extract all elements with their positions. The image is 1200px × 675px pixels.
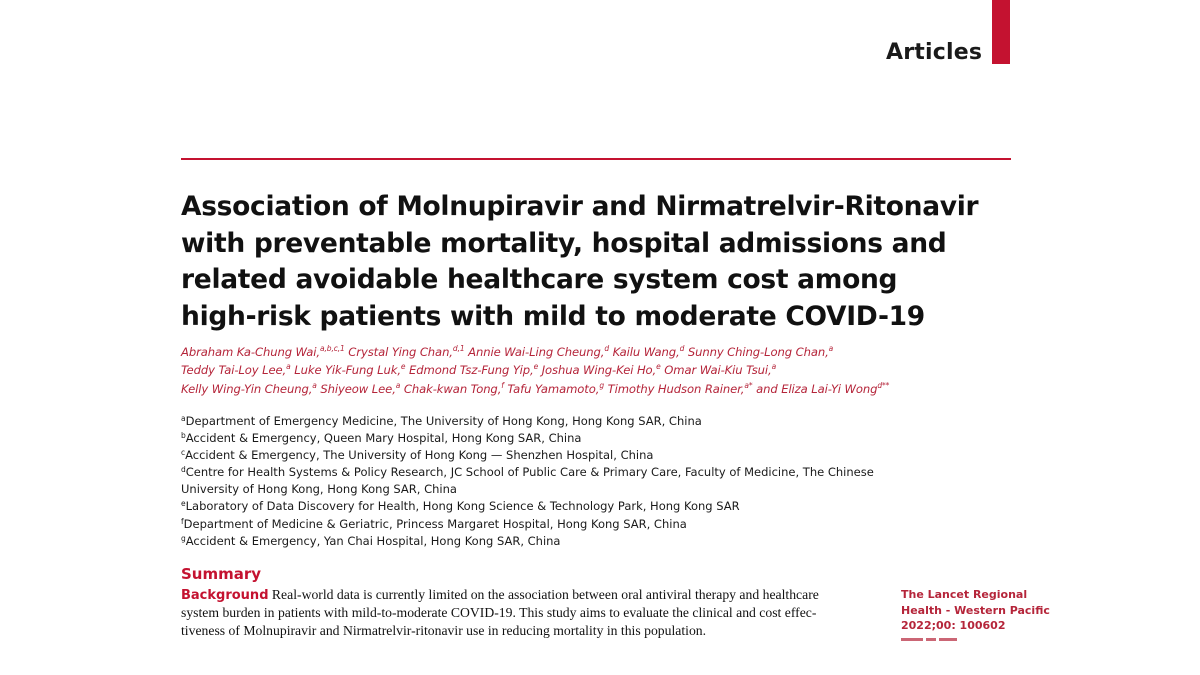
title-line: high-risk patients with mild to moderate COVID-19 [181,300,925,332]
affiliation-text: Department of Medicine & Geriatric, Princess Margaret Hospital, Hong Kong SAR, China [183,516,687,531]
affiliation-text: Accident & Emergency, Queen Mary Hospital, Hong Kong SAR, China [185,431,582,446]
author-affil-sup: d [604,344,609,353]
author-name[interactable]: Joshua Wing-Kei Ho, [538,363,657,378]
author-line [181,380,1011,398]
author-name[interactable]: Sunny Ching-Long Chan, [684,345,829,359]
article-title [181,189,981,335]
header-rule [181,158,1011,160]
author-name[interactable]: Kelly Wing-Yin Cheung, [181,381,313,396]
author-affil-sup: e [400,362,406,372]
affiliation-item [181,447,1011,464]
affiliation-text: Laboratory of Data Discovery for Health, Hong Kong Science & Technology Park, Hong Kong SAR [185,499,740,514]
author-name[interactable]: and Eliza Lai-Yi Wong [752,381,878,396]
abstract-text: Real-world data is currently limited on the association between oral antiviral therapy and healthcare [268,587,819,602]
journal-name-line: Health - Western Pacific [901,603,1050,617]
author-affil-sup: a [312,380,317,390]
author-name[interactable]: Abraham Ka-Chung Wai, [181,345,320,359]
affiliation-sup: a [181,414,186,423]
author-affil-sup: d,1 [452,344,465,353]
affiliation-sup: d [181,465,186,475]
section-label: Articles [886,40,983,65]
journal-name-line: The Lancet Regional [901,588,1028,601]
author-affil-sup: e [533,362,539,372]
affiliation-sup: g [181,533,186,543]
author-line [181,343,1011,361]
author-name[interactable]: Teddy Tai-Loy Lee, [181,363,287,378]
author-affil-sup: a [395,380,401,390]
affiliation-text: Centre for Health Systems & Policy Research, JC School of Public Care & Primary Care, Faculty of Medicine, The Chinese [185,465,874,480]
author-name[interactable]: Chak-kwan Tong, [400,381,502,396]
author-name[interactable]: Timothy Hudson Rainer, [604,381,745,396]
affiliation-item [181,516,1011,533]
author-line [181,361,1011,379]
affiliation-item [181,464,1011,481]
author-affil-sup: a [828,344,834,353]
title-line: Association of Molnupiravir and Nirmatrelvir-Ritonavir [181,191,979,222]
author-affil-sup: f [501,380,504,390]
author-affil-sup: a,b,c,1 [320,344,345,353]
background-label: Background [181,588,269,603]
summary-background [181,586,881,639]
author-affil-sup: a* [744,380,753,390]
author-name[interactable]: Annie Wai-Ling Cheung, [464,345,605,359]
affiliation-text: Accident & Emergency, The University of Hong Kong — Shenzhen Hospital, China [185,448,654,463]
affiliation-item [181,498,1011,515]
affiliation-sup: e [181,499,186,509]
author-name[interactable]: Luke Yik-Fung Luk, [290,363,401,378]
author-affil-sup: a [771,362,777,372]
affiliation-sup: c [181,448,186,458]
section-color-tab [992,0,1010,64]
journal-citation [901,587,1050,634]
title-line: with preventable mortality, hospital admissions and [181,227,947,259]
author-name[interactable]: Kailu Wang, [608,345,680,359]
affiliation-list [181,413,1011,550]
author-name[interactable]: Edmond Tsz-Fung Yip, [405,363,534,378]
affiliation-item [181,430,1011,447]
author-affil-sup: g [599,380,605,390]
author-name[interactable]: Crystal Ying Chan, [344,345,453,359]
affiliation-text: University of Hong Kong, Hong Kong SAR, China [181,482,457,497]
author-name[interactable]: Tafu Yamamoto, [503,381,600,396]
title-line: related avoidable healthcare system cost among [181,264,898,295]
author-list [181,343,1011,398]
affiliation-item [181,413,1011,430]
affiliation-text: Accident & Emergency, Yan Chai Hospital, Hong Kong SAR, China [185,533,561,548]
author-name[interactable]: Shiyeow Lee, [316,381,396,396]
abstract-line: tiveness of Molnupiravir and Nirmatrelvir-ritonavir use in reducing mortality in this population. [181,622,707,638]
affiliation-item-continuation [181,481,1011,498]
author-affil-sup: d** [877,380,890,390]
affiliation-item [181,533,1011,550]
journal-volume: 2022;00: 100602 [901,619,1006,633]
summary-heading: Summary [181,565,262,583]
abstract-line: system burden in patients with mild-to-moderate COVID-19. This study aims to evaluate the clinical and cost effec- [181,605,817,621]
cropped-text-fragment [901,638,981,642]
author-affil-sup: e [656,362,661,372]
affiliation-text: Department of Emergency Medicine, The University of Hong Kong, Hong Kong SAR, China [185,414,702,428]
affiliation-sup: f [181,516,184,526]
author-name[interactable]: Omar Wai-Kiu Tsui, [660,363,772,378]
author-affil-sup: a [286,362,291,372]
author-affil-sup: d [679,344,685,353]
abstract-line [181,586,881,604]
affiliation-sup: b [181,431,186,441]
